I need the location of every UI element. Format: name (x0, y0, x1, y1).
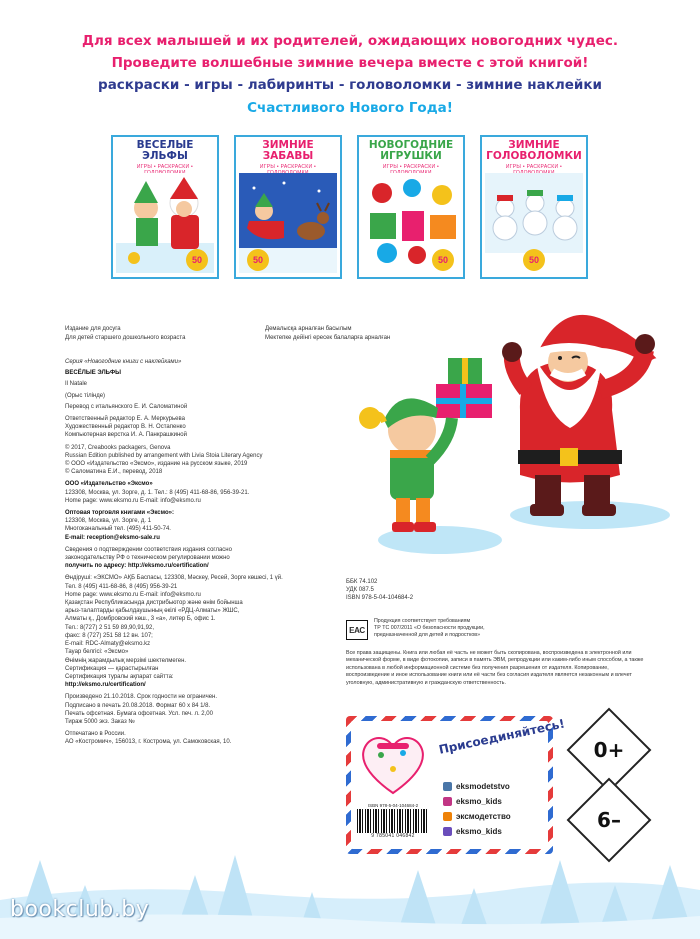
book-cover-title: ЗИМНИЕ ГОЛОВОЛОМКИ (486, 140, 582, 162)
barcode-isbn: ISBN 978-5-04-104684-2 (367, 803, 419, 808)
imprint-editor: Художественный редактор В. Н. Остапенко (65, 424, 186, 431)
imprint-author: Il Natale (65, 381, 88, 388)
classification-block (346, 578, 486, 603)
isbn: ISBN 978-5-04-104684-2 (346, 595, 414, 602)
age-kz: Мектепке дейінгі ересек балаларға арналған (265, 335, 391, 341)
kz-line: Сертификация — қарастырылған (65, 665, 159, 672)
social-odnoklassniki[interactable] (443, 809, 543, 824)
wholesale-address: 123308, Москва, ул. Зорге, д. 1 (65, 518, 152, 525)
kz-line: Home page: www.eksmo.ru E-mail: info@eksmo.ru (65, 591, 201, 598)
wholesale-heading: Оптовая торговля книгами «Эксмо»: (65, 510, 174, 517)
book-cover-art (116, 173, 214, 273)
book-badge: 50 (186, 249, 208, 271)
regulation-block (374, 618, 574, 639)
instagram-icon (443, 797, 452, 806)
promo-line-3: раскраски - игры - лабиринты - головоломки - зимние наклейки (98, 77, 602, 93)
book-badge: 50 (523, 249, 545, 271)
promo-header (0, 30, 700, 120)
regulation-line: Продукция соответствует требованиям (374, 618, 471, 624)
imprint-copyright: © ООО «Издательство «Эксмо», издание на русском языке, 2019 (65, 461, 248, 468)
book-badge: 50 (247, 249, 269, 271)
imprint-orig-lang: (Орыс тілінде) (65, 392, 106, 399)
imprint-copyright: © Саломатина Е.И., перевод, 2018 (65, 469, 163, 476)
book-cover-art (239, 173, 337, 273)
social-instagram[interactable] (443, 794, 543, 809)
imprint-series: Серия «Новогодние книги с наклейками» (65, 359, 182, 365)
imprint-editor: Ответственный редактор Е. А. Меркурьева (65, 416, 185, 423)
udk: УДК 087.5 (346, 587, 374, 594)
promo-line-1: Для всех малышей и их родителей, ожидающих новогодних чудес. (81, 33, 619, 49)
vk-icon (443, 782, 452, 791)
social-label: eksmodetstvo (456, 782, 510, 791)
book-cover-subtitle: ИГРЫ • РАСКРАСКИ • (382, 164, 440, 170)
cert-line: законодательству РФ о техническом регулировании можно (65, 555, 230, 562)
kz-line: Өндіруші: «ЭКСМО» АҚБ Баспасы, 123308, Мәскеу, Ресей, Зорге көшесі, 1 үй. (65, 575, 283, 582)
publisher-name: ООО «Издательство «Эксмо» (65, 481, 153, 488)
kz-line: Алматы қ., Домбровский көш., 3 «а», литер Б, офис 1. (65, 616, 216, 623)
age-badge-label: 0+ (593, 738, 625, 762)
imprint-copyright: Russian Edition published by arrangement with Livia Stoia Literary Agency (65, 452, 263, 459)
promo-line-2: Проведите волшебные зимние вечера вместе с этой книгой! (111, 55, 589, 71)
book-cover-title: ЗИМНИЕ ЗАБАВЫ (262, 140, 314, 162)
kz-line: Тауар белгісі: «Эксмо» (65, 649, 129, 656)
kz-line: Тел. 8 (495) 411-68-86, 8 (495) 956-39-21 (65, 583, 178, 590)
kz-line: арыз-талаптарды қабылдаушының өкілі «РДЦ-Алматы» ЖШС, (65, 608, 240, 615)
book-series-row (0, 135, 700, 281)
printed-line: АО «Костромич», 156013, г. Кострома, ул. Самоковская, 10. (65, 739, 232, 746)
publisher-home[interactable]: Home page: www.eksmo.ru E-mail: info@eksmo.ru (65, 497, 201, 504)
book-cover-2[interactable] (234, 135, 342, 279)
purpose-kz: Демалысқа арналған басылым (265, 326, 352, 332)
wholesale-phone: Многоканальный тел. (495) 411-50-74. (65, 526, 171, 533)
book-cover-art (485, 173, 583, 273)
kz-cert-link[interactable]: http://eksmo.ru/certification/ (65, 682, 146, 689)
book-cover-1[interactable] (111, 135, 219, 279)
promo-line-4: Счастливого Нового Года! (247, 100, 453, 116)
production-line: Тираж 5000 экз. Заказ № (65, 718, 135, 725)
heart-sticker (357, 729, 429, 797)
book-cover-subtitle: ИГРЫ • РАСКРАСКИ • (505, 164, 563, 170)
snowy-trees-footer (0, 830, 700, 939)
production-line: Произведено 21.10.2018. Срок годности не ограничен. (65, 694, 218, 701)
regulation-line: ТР ТС 007/2011 «О безопасности продукции, (374, 625, 485, 631)
imprint-block (65, 358, 340, 747)
imprint-copyright: © 2017, Creabooks packagers, Genova (65, 444, 171, 451)
book-cover-subtitle: ИГРЫ • РАСКРАСКИ • (136, 164, 194, 170)
regulation-line: предназначенной для детей и подростков» (374, 632, 481, 638)
kz-line: Қазақстан Республикасында дистрибьютор және өнім бойынша (65, 600, 243, 607)
book-cover-4[interactable] (480, 135, 588, 279)
rights-notice: Все права защищены. Книга или любая её часть не может быть скопирована, воспроизведена в электронной или механической форме, в виде фотокопии, записи в память ЭВМ, репродукции или каким-либо иным способом, а также использована в любой информационной системе без получения разрешения от издателя. Копирование, воспроизведение и иное использование книги или её части без согласия издателя является незаконным и влечет уголовную, административную и гражданскую ответственность. (346, 650, 644, 686)
book-cover-title: НОВОГОДНИЕ ИГРУШКИ (368, 140, 454, 162)
cert-line: Сведения о подтверждении соответствия издания согласно (65, 546, 232, 553)
age-badge-label: 6– (597, 808, 621, 832)
production-line: Печать офсетная. Бумага офсетная. Усл. печ. л. 2,00 (65, 710, 213, 717)
book-cover-subtitle: ИГРЫ • РАСКРАСКИ • (259, 164, 317, 170)
social-label: eksmo_kids (456, 827, 502, 836)
bbk: ББК 74.102 (346, 579, 378, 585)
production-line: Подписано в печать 20.08.2018. Формат 60 x 84 1/8. (65, 702, 211, 709)
book-cover-art (362, 173, 460, 273)
social-label: эксмодетство (456, 812, 511, 821)
wholesale-email[interactable]: E-mail: reception@eksmo-sale.ru (65, 534, 160, 541)
kz-line: Сертификация туралы ақпарат сайтта: (65, 673, 174, 680)
purpose-ru: Издание для досуга (65, 326, 121, 332)
kz-line: Өнімнің жарамдылық мерзімі шектелмеген. (65, 657, 187, 664)
eac-mark (346, 620, 368, 640)
cert-link[interactable]: получить по адресу: http://eksmo.ru/certification/ (65, 563, 209, 570)
social-vk[interactable] (443, 779, 543, 794)
imprint-editor: Компьютерная верстка И. А. Панкрашкиной (65, 432, 187, 439)
age-ru: Для детей старшего дошкольного возраста (65, 335, 186, 341)
eac-label: ЕАС (349, 625, 365, 635)
book-cover-3[interactable] (357, 135, 465, 279)
publisher-address: 123308, Москва, ул. Зорге, д. 1. Тел.: 8 (495) 411-68-86, 956-39-21. (65, 489, 250, 496)
imprint-translation: Перевод с итальянского Е. И. Саломатиной (65, 403, 188, 410)
kz-line: Тел.: 8(727) 2 51 59 89,90,91,92, (65, 624, 155, 631)
imprint-title: ВЕСЁЛЫЕ ЭЛЬФЫ (65, 370, 121, 377)
barcode-number: 9 785041 046842 (371, 833, 415, 839)
social-label: eksmo_kids (456, 797, 502, 806)
printed-line: Отпечатано в России. (65, 731, 126, 738)
book-cover-title: ВЕСЁЛЫЕ ЭЛЬФЫ (136, 140, 194, 162)
kz-line: факс: 8 (727) 251 58 12 вн. 107; (65, 632, 153, 639)
odnoklassniki-icon (443, 812, 452, 821)
kz-line: E-mail: RDC-Almaty@eksmo.kz (65, 641, 151, 648)
join-us-label: Присоединяйтесь! (437, 716, 566, 757)
book-badge: 50 (432, 249, 454, 271)
watermark: bookclub.by (10, 897, 150, 922)
